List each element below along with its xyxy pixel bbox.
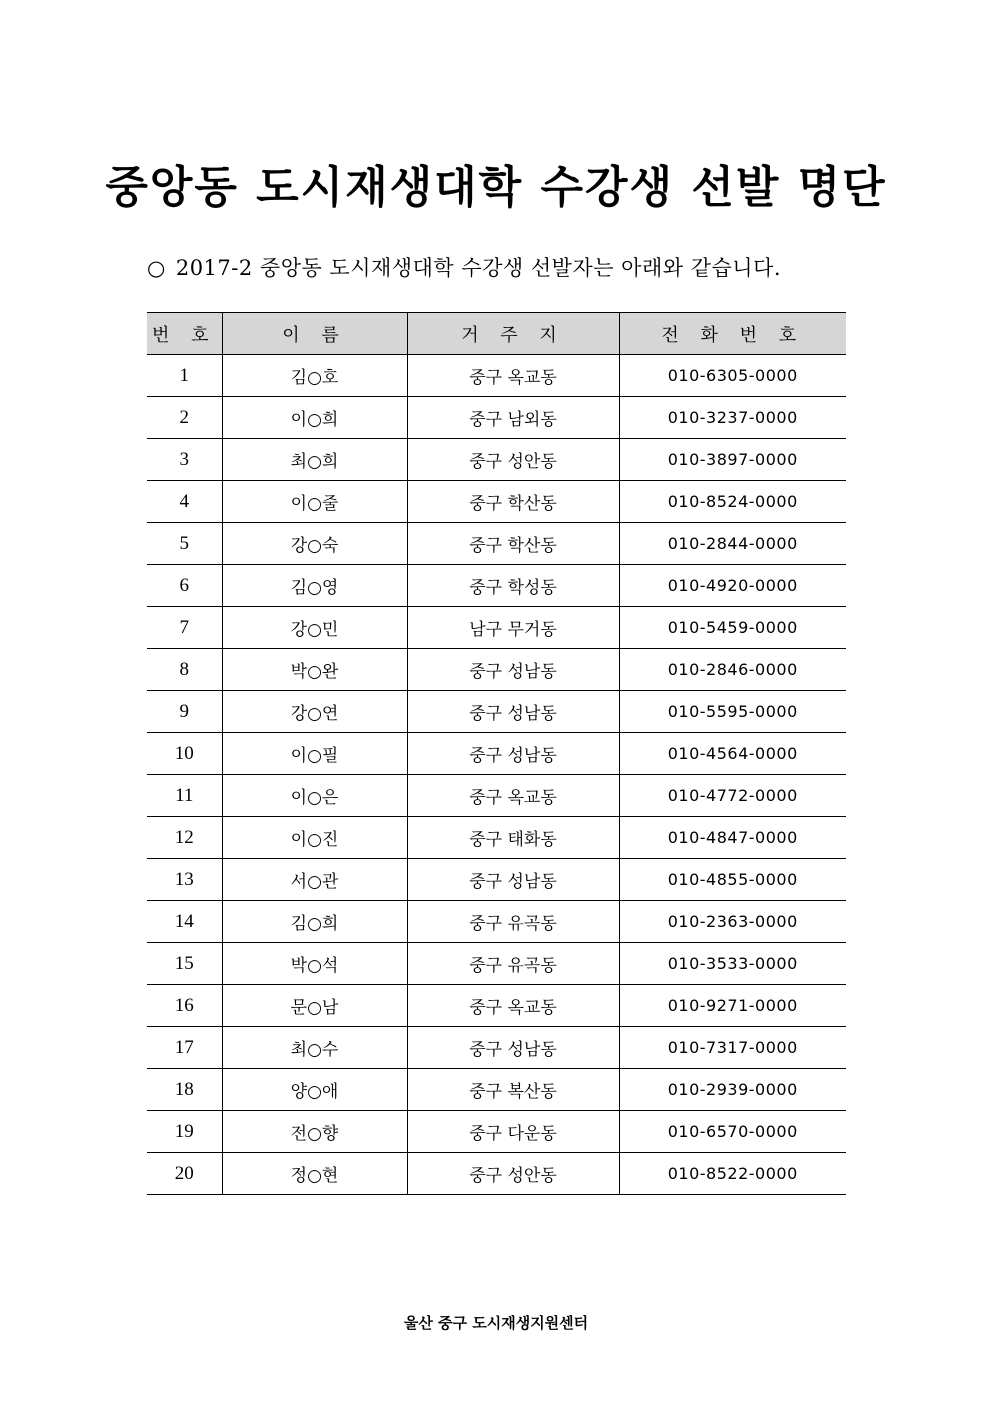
row-address: 중구 성남동 [407,733,619,775]
row-number: 6 [147,565,222,607]
row-name: 전○향 [222,1111,407,1153]
row-name: 강○숙 [222,523,407,565]
header-phone: 전 화 번 호 [619,313,846,355]
header-address: 거 주 지 [407,313,619,355]
row-address: 남구 무거동 [407,607,619,649]
table-row [147,355,846,397]
row-number: 19 [147,1111,222,1153]
row-name: 이○진 [222,817,407,859]
row-address: 중구 태화동 [407,817,619,859]
row-number: 11 [147,775,222,817]
row-name: 최○희 [222,439,407,481]
row-phone: 010-3533-0000 [619,943,846,985]
row-name: 김○호 [222,355,407,397]
row-phone: 010-4847-0000 [619,817,846,859]
table-header-row [147,313,846,355]
row-number: 15 [147,943,222,985]
row-name: 박○완 [222,649,407,691]
row-phone: 010-4772-0000 [619,775,846,817]
table-row [147,691,846,733]
row-address: 중구 학산동 [407,523,619,565]
row-phone: 010-3237-0000 [619,397,846,439]
row-number: 5 [147,523,222,565]
row-address: 중구 성남동 [407,859,619,901]
table-row [147,1027,846,1069]
row-name: 이○줄 [222,481,407,523]
row-phone: 010-6305-0000 [619,355,846,397]
row-phone: 010-2844-0000 [619,523,846,565]
header-name: 이 름 [222,313,407,355]
header-number: 번 호 [147,313,222,355]
row-number: 1 [147,355,222,397]
row-phone: 010-3897-0000 [619,439,846,481]
row-number: 3 [147,439,222,481]
row-phone: 010-8524-0000 [619,481,846,523]
table-row [147,397,846,439]
row-name: 강○연 [222,691,407,733]
row-name: 서○관 [222,859,407,901]
row-phone: 010-4920-0000 [619,565,846,607]
row-name: 김○희 [222,901,407,943]
row-phone: 010-5459-0000 [619,607,846,649]
table-row [147,859,846,901]
table-row [147,985,846,1027]
row-address: 중구 학산동 [407,481,619,523]
row-name: 김○영 [222,565,407,607]
row-address: 중구 성남동 [407,691,619,733]
row-address: 중구 유곡동 [407,901,619,943]
row-phone: 010-9271-0000 [619,985,846,1027]
row-number: 9 [147,691,222,733]
row-name: 양○애 [222,1069,407,1111]
table-row [147,523,846,565]
table-row [147,649,846,691]
table-row [147,901,846,943]
row-name: 박○석 [222,943,407,985]
footer-organization: 울산 중구 도시재생지원센터 [403,1314,589,1332]
row-number: 7 [147,607,222,649]
row-number: 13 [147,859,222,901]
row-address: 중구 유곡동 [407,943,619,985]
row-address: 중구 옥교동 [407,985,619,1027]
row-phone: 010-7317-0000 [619,1027,846,1069]
table-row [147,943,846,985]
row-name: 정○현 [222,1153,407,1195]
row-number: 8 [147,649,222,691]
intro-line [147,252,847,284]
row-phone: 010-4855-0000 [619,859,846,901]
row-name: 이○은 [222,775,407,817]
table-row [147,1111,846,1153]
row-address: 중구 남외동 [407,397,619,439]
row-number: 17 [147,1027,222,1069]
row-name: 최○수 [222,1027,407,1069]
row-phone: 010-4564-0000 [619,733,846,775]
row-number: 2 [147,397,222,439]
row-name: 이○희 [222,397,407,439]
row-address: 중구 다운동 [407,1111,619,1153]
row-number: 10 [147,733,222,775]
table-row [147,439,846,481]
table-body [147,355,846,1195]
table-row [147,775,846,817]
circle-bullet-icon: ○ [147,256,166,280]
table-row [147,1153,846,1195]
intro-text: 2017-2 중앙동 도시재생대학 수강생 선발자는 아래와 같습니다. [175,256,782,280]
row-number: 18 [147,1069,222,1111]
page-title: 중앙동 도시재생대학 수강생 선발 명단 [105,162,887,213]
row-address: 중구 성남동 [407,649,619,691]
row-address: 중구 복산동 [407,1069,619,1111]
row-address: 중구 성남동 [407,1027,619,1069]
selection-roster-table [147,312,846,1195]
row-name: 강○민 [222,607,407,649]
row-address: 중구 성안동 [407,1153,619,1195]
row-address: 중구 학성동 [407,565,619,607]
row-address: 중구 성안동 [407,439,619,481]
row-number: 4 [147,481,222,523]
row-phone: 010-8522-0000 [619,1153,846,1195]
row-phone: 010-2846-0000 [619,649,846,691]
table-row [147,1069,846,1111]
row-number: 14 [147,901,222,943]
row-name: 문○남 [222,985,407,1027]
table-row [147,817,846,859]
table-row [147,733,846,775]
row-number: 12 [147,817,222,859]
row-address: 중구 옥교동 [407,355,619,397]
row-phone: 010-5595-0000 [619,691,846,733]
row-address: 중구 옥교동 [407,775,619,817]
row-phone: 010-2363-0000 [619,901,846,943]
table-row [147,481,846,523]
table-row [147,607,846,649]
row-name: 이○필 [222,733,407,775]
row-phone: 010-2939-0000 [619,1069,846,1111]
row-phone: 010-6570-0000 [619,1111,846,1153]
row-number: 20 [147,1153,222,1195]
row-number: 16 [147,985,222,1027]
table-row [147,565,846,607]
